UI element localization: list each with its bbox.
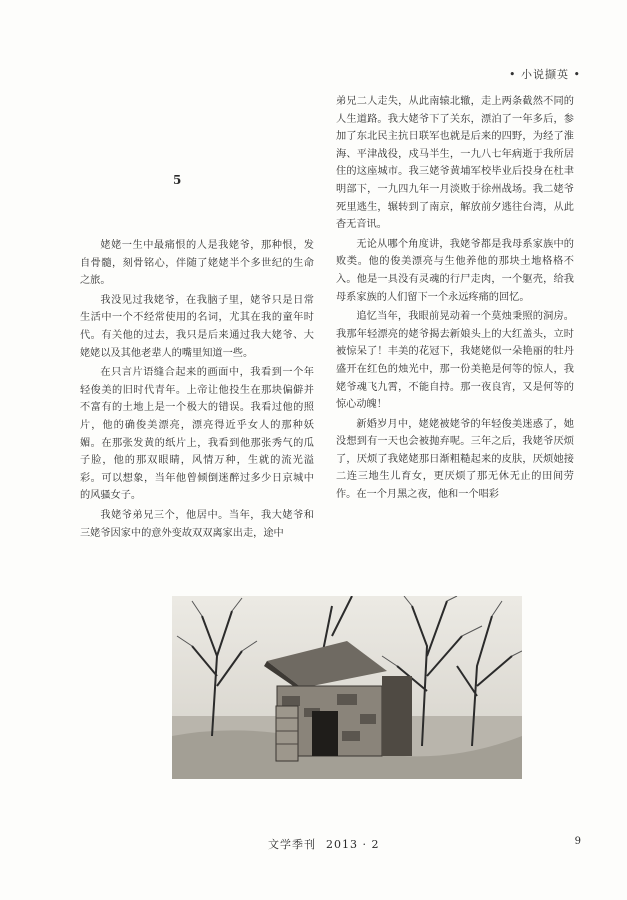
photo-illustration xyxy=(172,596,522,779)
paragraph: 弟兄二人走失，从此南辕北辙，走上两条截然不同的人生道路。我大姥爷下了关东，漂泊了一年多后，参加了东北民主抗日联军也就是后来的四野，为经了淮海、平津战役，戍马半生，一九八七年病逝于我所居住的这座城市。我三姥爷黄埔军校毕业后投身在杜聿明部下，一九四九年一月淡败于徐州战场。我二姥爷死里逃生，辗转到了南京，解放前夕逃往台湾，从此杳无音讯。 xyxy=(336,96,574,231)
paragraph: 姥姥一生中最痛恨的人是我姥爷，那种恨，发自骨髓，刻骨铭心，伴随了姥姥半个多世纪的生命之旅。 xyxy=(80,240,314,287)
paragraph: 我姥爷弟兄三个，他居中。当年，我大姥爷和三姥爷因家中的意外变故双双离家出走，途中 xyxy=(80,509,314,539)
old-stone-house-photo xyxy=(172,596,522,779)
paragraph: 无论从哪个角度讲，我姥爷都是我母系家族中的败类。他的俊美漂亮与生他养他的那块土地格格不入。他是一具没有灵魂的行尸走肉，一个躯壳，给我母系家族的人们留下一个永远疼痛的回忆。 xyxy=(336,238,574,303)
section-number: 5 xyxy=(173,173,182,187)
journal-footer xyxy=(268,836,389,852)
paragraph: 在只言片语缝合起来的画面中，我看到一个年轻俊美的旧时代青年。上帝让他投生在那块偏僻并不富有的土地上是一个极大的错误。我看过他的照片，他的确俊美漂亮，漂亮得近乎女人的那种妖媚。在那张发黄的纸片上，我看到他那张秀气的瓜子脸，他的那双眼睛，风情万种，生就的流光溢彩。可以想象，当年他曾倾倒迷醉过多少日京城中的风骚女子。 xyxy=(80,367,314,502)
left-column xyxy=(80,237,314,544)
column-tag: • 小说撷英 • xyxy=(509,68,581,81)
page-number: 9 xyxy=(574,836,581,847)
paragraph: 新婚岁月中，姥姥被姥爷的年轻俊美迷惑了，她没想到有一天也会被抛弃呢。三年之后，我姥爷厌烦了，厌烦了我姥姥那日渐粗糙起来的皮肤，厌烦她接二连三地生儿育女，更厌烦了那无休无止的田间劳作。在一个月黑之夜，他和一个唱彩 xyxy=(336,418,574,501)
right-column xyxy=(336,93,574,506)
paragraph: 我没见过我姥爷，在我脑子里，姥爷只是日常生活中一个不经常使用的名词，尤其在我的童年时代。有关他的过去，我只是后来通过我大姥爷、大姥姥以及其他老辈人的嘴里知道一些。 xyxy=(80,294,314,359)
journal-name: 文学季刊 xyxy=(268,838,316,851)
journal-issue: 2013 · 2 xyxy=(326,838,380,851)
paragraph: 追忆当年，我眼前晃动着一个莫烛秉照的洞房。我那年轻漂亮的姥爷揭去新娘头上的大红盖头，立时被惊呆了！丰美的花冠下，我姥姥似一朵艳丽的牡丹盛开在红色的烛光中，那一份美艳是何等的惊人，我姥爷魂飞九霄，不能自持。那一夜良宵，又是何等的惊心动魄！ xyxy=(336,311,574,411)
